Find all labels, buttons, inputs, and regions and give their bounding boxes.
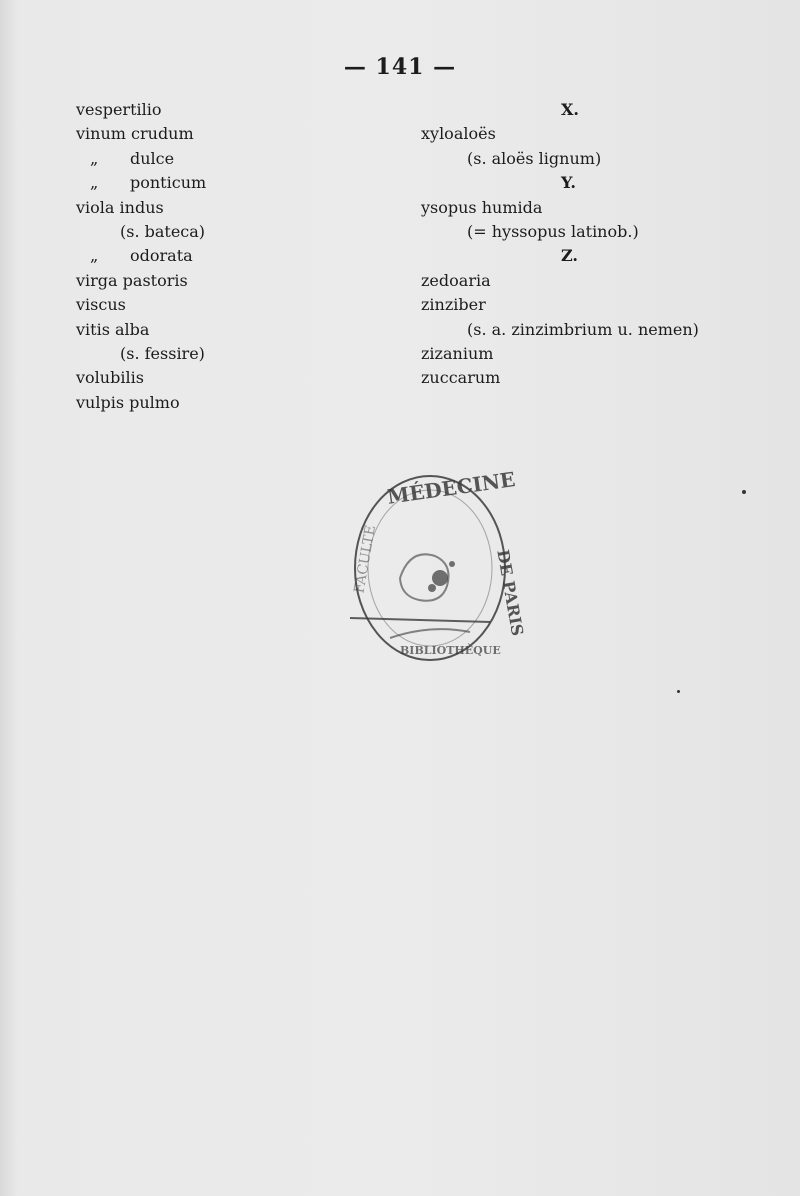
entry-text: viola indus [76,197,164,217]
section-heading: X. [561,100,579,119]
speck [742,490,746,494]
entry-line [76,366,206,390]
entry-text: ponticum [130,173,207,193]
library-stamp [340,467,528,668]
entry-line [421,342,699,366]
entry-line [76,244,206,268]
svg-text:BIBLIOTHÈQUE: BIBLIOTHÈQUE [400,644,501,657]
section-heading: Y. [561,173,576,193]
entry-line [76,391,206,415]
entry-line [76,269,206,293]
entry-line [76,171,206,195]
entry-text: zuccarum [421,368,501,388]
entry-text: (= hyssopus latinob.) [467,221,639,241]
entry-text: (s. fessire) [120,343,205,363]
entry-line [76,318,206,342]
svg-text:DE PARIS: DE PARIS [493,548,528,638]
entry-line [421,318,699,342]
entry-line [76,98,206,122]
entry-text: virga pastoris [76,270,188,290]
speck [677,690,680,693]
entry-line [421,220,699,244]
page-number: — 141 — [343,54,457,80]
entry-text: (s. bateca) [120,221,206,241]
ditto-mark: „ [90,246,99,266]
entry-text: zizanium [421,343,494,363]
ditto-mark: „ [90,148,99,168]
entry-text: dulce [130,148,175,168]
entry-text: (s. a. zinzimbrium u. nemen) [467,319,699,339]
entry-line [421,147,699,171]
entry-line [421,293,699,317]
left-column [76,98,206,415]
entry-text: vinum crudum [76,124,194,144]
entry-text: vulpis pulmo [76,392,180,412]
entry-line [421,269,699,293]
entry-text: ysopus humida [421,197,543,217]
entry-line [421,366,699,390]
svg-text:MÉDECINE: MÉDECINE [385,467,517,509]
ditto-mark: „ [90,173,99,193]
entry-line [76,147,206,171]
svg-text:FACULTÉ: FACULTÉ [351,523,380,595]
entry-line [76,220,206,244]
entry-text: (s. aloës lignum) [467,148,602,168]
entry-text: volubilis [76,368,144,388]
entry-text: xyloaloës [421,124,496,144]
entry-text: odorata [130,246,193,266]
entry-line [76,342,206,366]
entry-line [76,196,206,220]
section-heading: Z. [561,246,578,266]
entry-line [421,122,699,146]
entry-line [76,293,206,317]
entry-text: zedoaria [421,270,491,290]
entry-line [421,196,699,220]
entry-text: vespertilio [76,100,162,119]
right-column [421,98,699,391]
entry-text: vitis alba [76,319,150,339]
entry-text: zinziber [421,295,486,315]
entry-line [76,122,206,146]
entry-text: viscus [76,295,126,315]
